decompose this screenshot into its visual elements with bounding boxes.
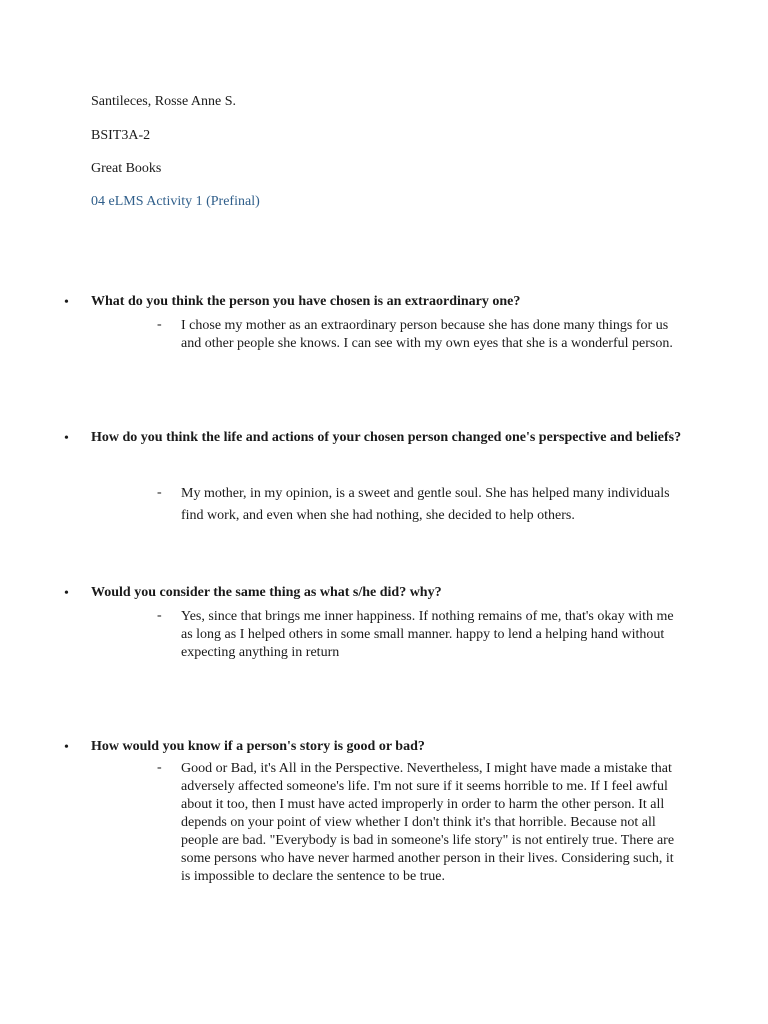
answer-2: My mother, in my opinion, is a sweet and gentle soul. She has helped many individuals find work, and even when she had nothing, she decided to help others. — [181, 486, 670, 523]
question-1: What do you think the person you have chosen is an extraordinary one? — [91, 294, 521, 309]
dash-marker: - — [157, 760, 162, 775]
question-4: How would you know if a person's story is good or bad? — [91, 739, 425, 754]
answer-3: Yes, since that brings me inner happiness. If nothing remains of me, that's okay with me as long as I helped others in some small manner. happy to lend a helping hand without expecting anything in return — [181, 609, 674, 660]
bullet-icon: • — [64, 740, 69, 755]
dash-marker: - — [157, 485, 162, 500]
student-name: Santileces, Rosse Anne S. — [91, 94, 237, 109]
student-section: BSIT3A-2 — [91, 128, 151, 143]
question-3: Would you consider the same thing as what s/he did? why? — [91, 585, 442, 600]
answer-1: I chose my mother as an extraordinary person because she has done many things for us and other people she knows. I can see with my own eyes that she is a wonderful person. — [181, 318, 673, 351]
bullet-icon: • — [64, 295, 69, 310]
bullet-icon: • — [64, 431, 69, 446]
subject-title: Great Books — [91, 161, 162, 176]
question-2: How do you think the life and actions of your chosen person changed one's perspective and beliefs? — [91, 430, 682, 445]
bullet-icon: • — [64, 586, 69, 601]
answer-4: Good or Bad, it's All in the Perspective. Nevertheless, I might have made a mistake that adversely affected someone's life. I'm not sure if it seems horrible to me. If I feel awful about it too, then I must have acted improperly in order to harm the other person. It all depends on your point of view whether I don't think it's that horrible. Because not all people are bad. "Everybody is bad in someone's life story" is not entirely true. There are some persons who have never harmed another person in their lives. Considering such, it is impossible to declare the sentence to be true. — [181, 761, 675, 884]
activity-title: 04 eLMS Activity 1 (Prefinal) — [91, 194, 260, 209]
dash-marker: - — [157, 317, 162, 332]
dash-marker: - — [157, 608, 162, 623]
